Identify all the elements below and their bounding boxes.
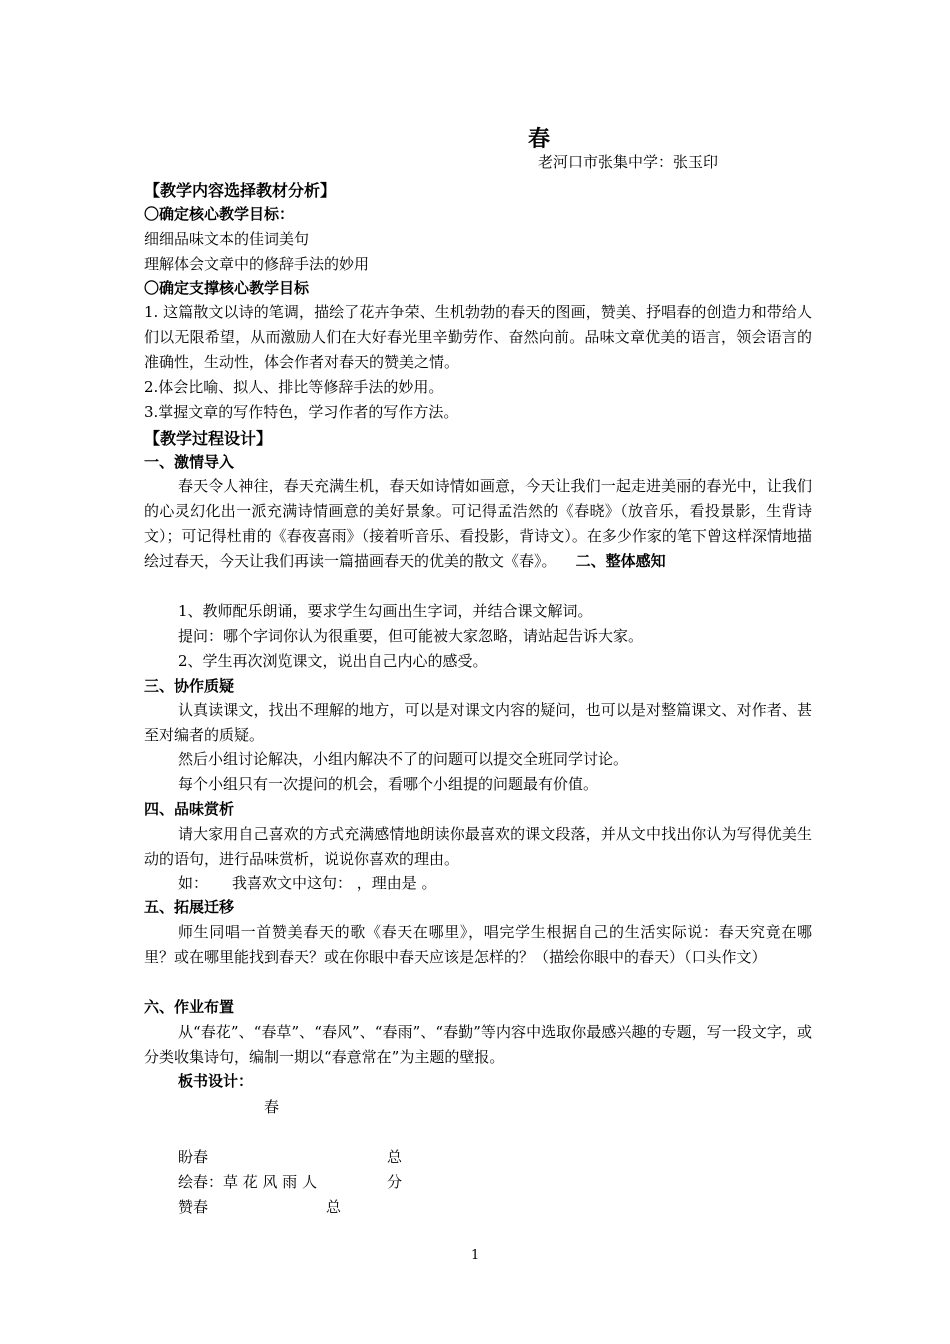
question-paragraph: 每个小组只有一次提问的机会，看哪个小组提的问题最有价值。 [178, 775, 599, 793]
board-row-right: 分 [387, 1173, 403, 1191]
support-goal-item: 2.体会比喻、拟人、排比等修辞手法的妙用。 [144, 378, 444, 396]
question-paragraph: 认真读课文，找出不理解的地方，可以是对课文内容的疑问，也可以是对整篇课文、对作者、甚至对编者的质疑。 [144, 701, 812, 744]
example-text: 我喜欢文中这句： ，理由是 。 [232, 874, 437, 892]
page-number: 1 [471, 1248, 480, 1263]
board-row-left: 绘春：草 花 风 雨 人 [178, 1173, 318, 1191]
appreciate-paragraph: 请大家用自己喜欢的方式充满感情地朗读你最喜欢的课文段落，并从文中找出你认为写得优美生动的语句，进行品味赏析，说说你喜欢的理由。 [144, 825, 812, 868]
step-heading-appreciate: 四、品味赏析 [144, 800, 235, 818]
step-heading-homework: 六、作业布置 [144, 998, 235, 1016]
step-heading-question: 三、协作质疑 [144, 677, 235, 695]
board-row-right: 总 [326, 1198, 342, 1216]
core-goal-heading: 〇确定核心教学目标： [144, 205, 295, 223]
doc-title: 春 [528, 126, 551, 152]
support-goal-heading: 〇确定支撑核心教学目标 [144, 279, 310, 297]
board-row-right: 总 [387, 1148, 403, 1166]
board-row-left: 赞春 [178, 1198, 209, 1216]
board-label: 板书设计： [178, 1072, 254, 1090]
overall-item: 提问：哪个字词你认为很重要，但可能被大家忽略，请站起告诉大家。 [178, 627, 644, 645]
overall-item: 2、学生再次浏览课文，说出自己内心的感受。 [178, 652, 488, 670]
step-heading-extend: 五、拓展迁移 [144, 898, 235, 916]
step-heading-intro: 一、激情导入 [144, 453, 235, 471]
core-goal-item: 细细品味文本的佳词美句 [144, 230, 310, 248]
support-goal-item: 3.掌握文章的写作特色，学习作者的写作方法。 [144, 403, 459, 421]
section-heading-process: 【教学过程设计】 [144, 429, 273, 448]
intro-paragraph [144, 474, 812, 574]
overall-item: 1、教师配乐朗诵，要求学生勾画出生字词，并结合课文解词。 [178, 602, 593, 620]
question-paragraph: 然后小组讨论解决，小组内解决不了的问题可以提交全班同学讨论。 [178, 750, 629, 768]
board-title: 春 [264, 1098, 280, 1116]
extend-paragraph: 师生同唱一首赞美春天的歌《春天在哪里》，唱完学生根据自己的生活实际说：春天究竟在哪里？或在哪里能找到春天？或在你眼中春天应该是怎样的？（描绘你眼中的春天）（口头作文） [144, 923, 812, 966]
step-heading-overall: 二、整体感知 [575, 552, 666, 570]
board-row-left: 盼春 [178, 1148, 209, 1166]
example-label: 如： [178, 874, 209, 892]
intro-text: 春天令人神往，春天充满生机，春天如诗情如画意，今天让我们一起走进美丽的春光中，让我们的心灵幻化出一派充满诗情画意的美好景象。可记得孟浩然的《春晓》（放音乐，看投景影，生背诗文）；可记得杜甫的《春夜喜雨》（接着听音乐、看投影，背诗文）。在多少作家的笔下曾这样深情地描绘过春天，今天让我们再读一篇描画春天的优美的散文《春》。 [144, 477, 812, 570]
section-heading-analysis: 【教学内容选择教材分析】 [144, 181, 337, 200]
homework-paragraph: 从“春花”、“春草”、“春风”、“春雨”、“春勤”等内容中选取你最感兴趣的专题，写一段文字，或分类收集诗句，编制一期以“春意常在”为主题的壁报。 [144, 1023, 812, 1066]
author-line: 老河口市张集中学：张玉印 [538, 153, 719, 171]
core-goal-item: 理解体会文章中的修辞手法的妙用 [144, 255, 370, 273]
support-goal-item: 1. 这篇散文以诗的笔调，描绘了花卉争荣、生机勃勃的春天的图画，赞美、抒唱春的创造力和带给人们以无限希望，从而激励人们在大好春光里辛勤劳作、奋然向前。品味文章优美的语言，领会语言的准确性，生动性，体会作者对春天的赞美之情。 [144, 303, 812, 371]
